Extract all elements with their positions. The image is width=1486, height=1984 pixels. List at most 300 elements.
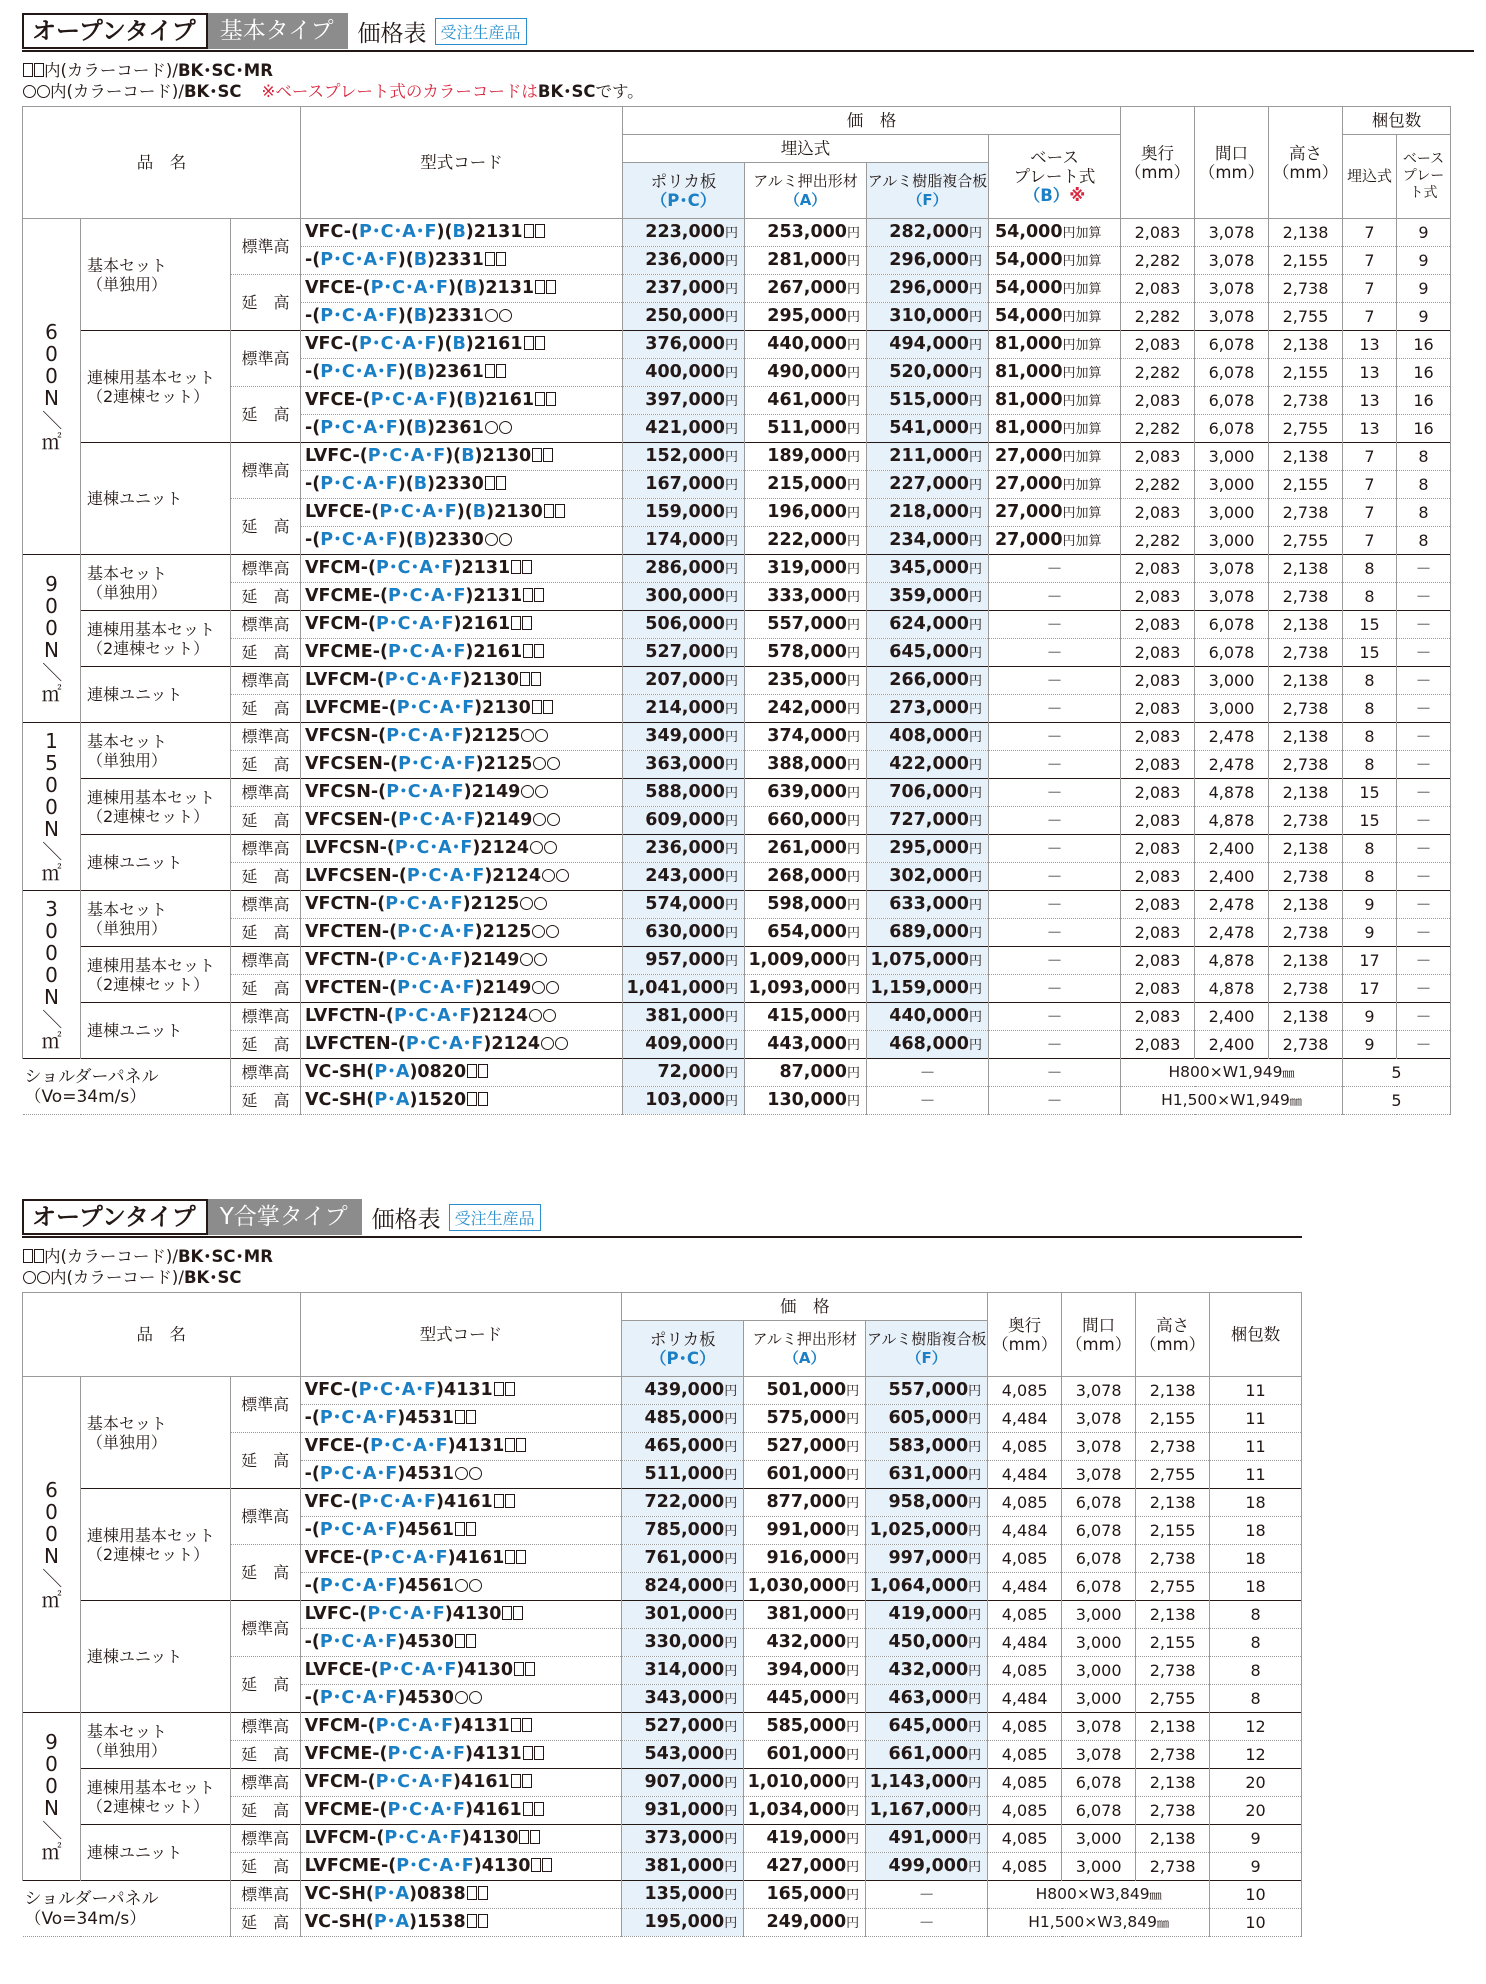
table-row [23, 1489, 1302, 1517]
header-pack: 梱包数 [1343, 107, 1451, 135]
height-type: 標準高 [231, 1003, 301, 1031]
price-poly: 195,000円 [622, 1909, 744, 1937]
square-mark-icon [522, 616, 532, 630]
price-alu: 601,000円 [744, 1741, 866, 1769]
price-poly: 543,000円 [622, 1741, 744, 1769]
pack-embed: 7 [1343, 275, 1397, 303]
height-type: 延 高 [230, 1853, 300, 1881]
model-code-text: VFCTN-(P･C･A･F)2125 [305, 894, 520, 914]
price-poly: 152,000円 [623, 443, 745, 471]
price-base: 81,000円加算 [989, 415, 1121, 443]
square-mark-icon [466, 1522, 476, 1536]
depth: 2,083 [1121, 807, 1195, 835]
price-poly: 363,000円 [623, 751, 745, 779]
square-mark-icon [467, 1092, 477, 1106]
price-resin: 234,000円 [867, 527, 989, 555]
price-poly: 214,000円 [623, 695, 745, 723]
price-poly: 609,000円 [623, 807, 745, 835]
height-type: 延 高 [231, 807, 301, 835]
width: 3,078 [1195, 275, 1269, 303]
model-code-text: LVFCSN-(P･C･A･F)2124 [305, 838, 530, 858]
price-alu: 639,000円 [745, 779, 867, 807]
model-code [301, 359, 623, 387]
price-base: － [989, 919, 1121, 947]
height: 2,738 [1136, 1433, 1210, 1461]
price-alu: 388,000円 [745, 751, 867, 779]
price-poly: 103,000円 [623, 1087, 745, 1115]
square-mark-icon [467, 1064, 477, 1078]
pack-count: 20 [1210, 1797, 1302, 1825]
header-pack-base: ベースプレート式 [1397, 135, 1451, 219]
header-alu: アルミ押出形材 （A） [745, 163, 867, 219]
header-name: 品 名 [23, 1293, 301, 1377]
load-label: 3 0 0 0 N ／ ㎡ [23, 891, 81, 1059]
depth: 2,083 [1121, 667, 1195, 695]
pack-embed: 9 [1343, 891, 1397, 919]
pack-base: － [1397, 723, 1451, 751]
pack-embed: 8 [1343, 863, 1397, 891]
price-alu: 490,000円 [745, 359, 867, 387]
circle-mark-icon [546, 925, 559, 938]
height: 2,738 [1269, 387, 1343, 415]
pack-base: － [1397, 555, 1451, 583]
price-base: － [989, 751, 1121, 779]
width: 3,000 [1062, 1685, 1136, 1713]
model-code [300, 1601, 622, 1629]
header-poly: ポリカ板 （P･C） [622, 1321, 744, 1377]
price-resin: 624,000円 [867, 611, 989, 639]
pack-embed: 15 [1343, 611, 1397, 639]
model-code-text: -(P･C･A･F)4561 [304, 1576, 454, 1596]
pack-base: － [1397, 611, 1451, 639]
square-mark-icon [534, 1746, 544, 1760]
price-alu: 87,000円 [745, 1059, 867, 1087]
pack-count: 11 [1210, 1405, 1302, 1433]
circle-mark-icon [520, 897, 533, 910]
square-mark-icon [511, 560, 521, 574]
model-code-text: LVFCE-(P･C･A･F)4130 [304, 1660, 514, 1680]
model-code-text: VC-SH(P･A)0820 [305, 1062, 467, 1082]
circle-mark-icon [499, 309, 512, 322]
price-resin: 515,000円 [867, 387, 989, 415]
pack-embed: 7 [1343, 499, 1397, 527]
price-resin: 631,000円 [866, 1461, 988, 1489]
width: 2,478 [1195, 919, 1269, 947]
price-alu: 461,000円 [745, 387, 867, 415]
price-poly: 957,000円 [623, 947, 745, 975]
width: 3,000 [1062, 1825, 1136, 1853]
header-pack: 梱包数 [1210, 1293, 1302, 1377]
price-alu: 598,000円 [745, 891, 867, 919]
model-code-text: VFCTEN-(P･C･A･F)2125 [305, 922, 532, 942]
height-type: 標準高 [231, 779, 301, 807]
height-type: 延 高 [231, 1031, 301, 1059]
square-mark-icon [534, 1802, 544, 1816]
height-type: 標準高 [231, 835, 301, 863]
price-alu: 374,000円 [745, 723, 867, 751]
price-alu: 415,000円 [745, 1003, 867, 1031]
model-code-text: VFCE-(P･C･A･F)4161 [304, 1548, 505, 1568]
model-code [301, 639, 623, 667]
price-poly: 237,000円 [623, 275, 745, 303]
circle-mark-icon [543, 1009, 556, 1022]
depth: 4,484 [988, 1685, 1062, 1713]
height-type: 延 高 [231, 275, 301, 331]
depth: 2,083 [1121, 835, 1195, 863]
square-mark-icon [534, 644, 544, 658]
price-alu: 242,000円 [745, 695, 867, 723]
note-warning: ※ベースプレート式のカラーコードは [261, 82, 538, 101]
price-resin: 1,064,000円 [866, 1573, 988, 1601]
width: 2,478 [1195, 891, 1269, 919]
title-price: 価格表 [371, 1206, 441, 1233]
price-base: － [989, 555, 1121, 583]
height: 2,138 [1269, 331, 1343, 359]
circle-mark-icon [544, 841, 557, 854]
model-code [301, 387, 623, 415]
square-mark-icon [522, 1774, 532, 1788]
height: 2,738 [1269, 975, 1343, 1003]
model-code-text: VFC-(P･C･A･F)(B)2131 [305, 222, 523, 242]
square-mark-icon [534, 588, 544, 602]
circle-mark-icon [547, 757, 560, 770]
note-text: です。 [595, 82, 644, 101]
pack-base: － [1397, 919, 1451, 947]
model-code [300, 1741, 622, 1769]
price-base: － [989, 1087, 1121, 1115]
model-code [301, 1087, 623, 1115]
height-type: 延 高 [230, 1909, 300, 1937]
width: 3,000 [1062, 1853, 1136, 1881]
price-base: 54,000円加算 [989, 219, 1121, 247]
price-resin: 494,000円 [867, 331, 989, 359]
width: 6,078 [1062, 1545, 1136, 1573]
square-mark-icon [34, 1249, 44, 1263]
width: 3,078 [1195, 303, 1269, 331]
depth: 2,083 [1121, 275, 1195, 303]
square-mark-icon [546, 392, 556, 406]
circle-mark-icon [542, 869, 555, 882]
model-code [301, 807, 623, 835]
price-alu: 419,000円 [744, 1825, 866, 1853]
price-base: － [989, 779, 1121, 807]
header-price: 価 格 [623, 107, 1121, 135]
pack-embed: 13 [1343, 359, 1397, 387]
price-alu: 249,000円 [744, 1909, 866, 1937]
height: 2,138 [1269, 947, 1343, 975]
depth: 2,282 [1121, 527, 1195, 555]
price-resin: 432,000円 [866, 1657, 988, 1685]
model-code [301, 247, 623, 275]
product-category: 連棟用基本セット （2連棟セット） [81, 331, 231, 443]
pack-embed: 9 [1343, 919, 1397, 947]
pack-base: － [1397, 667, 1451, 695]
square-mark-icon [485, 364, 495, 378]
price-poly: 300,000円 [623, 583, 745, 611]
width: 3,078 [1062, 1713, 1136, 1741]
height: 2,138 [1269, 779, 1343, 807]
model-code-text: -(P･C･A･F)4531 [304, 1408, 454, 1428]
price-alu: 394,000円 [744, 1657, 866, 1685]
table-row [23, 891, 1451, 919]
pack-base: － [1397, 583, 1451, 611]
depth: 4,085 [988, 1377, 1062, 1405]
price-poly: 506,000円 [623, 611, 745, 639]
pack-embed: 15 [1343, 639, 1397, 667]
pack-embed: 7 [1343, 471, 1397, 499]
model-code-text: -(P･C･A･F)(B)2331 [305, 306, 484, 326]
price-resin: 499,000円 [866, 1853, 988, 1881]
made-to-order-badge: 受注生産品 [435, 18, 527, 45]
price-base: 54,000円加算 [989, 247, 1121, 275]
price-alu: 445,000円 [744, 1685, 866, 1713]
product-category: 連棟用基本セット （2連棟セット） [80, 1769, 230, 1825]
height: 2,738 [1136, 1853, 1210, 1881]
header-width: 間口 （mm） [1195, 107, 1269, 219]
price-base: － [989, 975, 1121, 1003]
model-code-text: VFCM-(P･C･A･F)2161 [305, 614, 511, 634]
price-resin: 408,000円 [867, 723, 989, 751]
product-category: 連棟ユニット [81, 835, 231, 891]
height-type: 延 高 [231, 975, 301, 1003]
model-code [301, 1031, 623, 1059]
price-alu: 295,000円 [745, 303, 867, 331]
header-alu: アルミ押出形材 （A） [744, 1321, 866, 1377]
width: 3,000 [1195, 695, 1269, 723]
model-code-text: LVFCME-(P･C･A･F)2130 [305, 698, 531, 718]
square-mark-icon [505, 1382, 515, 1396]
model-code [300, 1685, 622, 1713]
depth: 2,083 [1121, 219, 1195, 247]
price-poly: 400,000円 [623, 359, 745, 387]
circle-mark-icon [546, 981, 559, 994]
pack-base: 8 [1397, 499, 1451, 527]
height: 2,138 [1269, 667, 1343, 695]
header-width: 間口 （mm） [1062, 1293, 1136, 1377]
price-alu: 527,000円 [744, 1433, 866, 1461]
pack-count: 18 [1210, 1545, 1302, 1573]
table-row [23, 555, 1451, 583]
pack-embed: 8 [1343, 751, 1397, 779]
depth: 4,085 [988, 1433, 1062, 1461]
table-row [23, 779, 1451, 807]
price-resin: 645,000円 [866, 1713, 988, 1741]
model-code [301, 723, 623, 751]
price-resin: 727,000円 [867, 807, 989, 835]
depth: 2,282 [1121, 247, 1195, 275]
model-code [300, 1713, 622, 1741]
depth: 4,085 [988, 1601, 1062, 1629]
depth: 4,085 [988, 1713, 1062, 1741]
circle-mark-icon [532, 925, 545, 938]
table-row [23, 695, 1451, 723]
model-code-text: -(P･C･A･F)(B)2330 [305, 474, 484, 494]
pack-count: 12 [1210, 1713, 1302, 1741]
table-row [23, 975, 1451, 1003]
height: 2,138 [1136, 1489, 1210, 1517]
height-type: 標準高 [230, 1489, 300, 1545]
pack-count: 11 [1210, 1433, 1302, 1461]
height: 2,138 [1269, 555, 1343, 583]
price-alu: 215,000円 [745, 471, 867, 499]
product-category: 基本セット （単独用） [81, 891, 231, 947]
price-resin: 661,000円 [866, 1741, 988, 1769]
square-mark-icon [23, 63, 33, 77]
price-alu: 654,000円 [745, 919, 867, 947]
price-poly: 421,000円 [623, 415, 745, 443]
width: 3,000 [1062, 1601, 1136, 1629]
height: 2,138 [1269, 835, 1343, 863]
pack-base: － [1397, 695, 1451, 723]
height-type: 延 高 [231, 863, 301, 891]
model-code-text: VC-SH(P･A)1538 [304, 1912, 466, 1932]
table-row [23, 1059, 1451, 1087]
circle-mark-icon [485, 421, 498, 434]
square-mark-icon [485, 476, 495, 490]
price-resin: 605,000円 [866, 1405, 988, 1433]
circle-mark-icon [37, 1271, 50, 1284]
depth: 2,083 [1121, 583, 1195, 611]
circle-mark-icon [469, 1691, 482, 1704]
model-code [300, 1545, 622, 1573]
price-alu: 189,000円 [745, 443, 867, 471]
height-type: 延 高 [230, 1741, 300, 1769]
price-resin: 227,000円 [867, 471, 989, 499]
product-category: 連棟用基本セット （2連棟セット） [81, 947, 231, 1003]
pack-embed: 8 [1343, 835, 1397, 863]
square-mark-icon [494, 1382, 504, 1396]
model-code-text: VFCSN-(P･C･A･F)2149 [305, 782, 521, 802]
pack-embed: 9 [1343, 1031, 1397, 1059]
square-mark-icon [478, 1064, 488, 1078]
price-poly: 174,000円 [623, 527, 745, 555]
model-code-text: -(P･C･A･F)4530 [304, 1688, 454, 1708]
height: 2,155 [1269, 471, 1343, 499]
header-code: 型式コード [300, 1293, 622, 1377]
height-type: 延 高 [230, 1657, 300, 1713]
height-type: 標準高 [231, 723, 301, 751]
price-base: 27,000円加算 [989, 443, 1121, 471]
model-code-text: -(P･C･A･F)(B)2361 [305, 418, 484, 438]
price-poly: 301,000円 [622, 1601, 744, 1629]
product-category: 基本セット （単独用） [81, 219, 231, 331]
circle-mark-icon [469, 1467, 482, 1480]
price-alu: 660,000円 [745, 807, 867, 835]
height: 2,138 [1269, 219, 1343, 247]
table-row [23, 499, 1451, 527]
circle-mark-icon [533, 813, 546, 826]
price-base: 54,000円加算 [989, 275, 1121, 303]
product-category: 連棟ユニット [80, 1825, 230, 1881]
width: 6,078 [1195, 387, 1269, 415]
square-mark-icon [516, 1438, 526, 1452]
width: 3,078 [1062, 1405, 1136, 1433]
model-code-text: VFCM-(P･C･A･F)2131 [305, 558, 511, 578]
price-poly: 824,000円 [622, 1573, 744, 1601]
table-row [23, 947, 1451, 975]
model-code [301, 1003, 623, 1031]
depth: 4,484 [988, 1405, 1062, 1433]
pack-count: 9 [1210, 1853, 1302, 1881]
square-mark-icon [514, 1662, 524, 1676]
price-base: 27,000円加算 [989, 471, 1121, 499]
circle-mark-icon [535, 729, 548, 742]
pack-base: 9 [1397, 275, 1451, 303]
note-text: 内(カラーコード)/ [50, 1268, 184, 1287]
price-resin: － [866, 1881, 988, 1909]
circle-mark-icon [529, 1009, 542, 1022]
depth: 2,282 [1121, 415, 1195, 443]
circle-mark-icon [485, 533, 498, 546]
width: 3,078 [1195, 555, 1269, 583]
circle-mark-icon [532, 981, 545, 994]
width: 3,000 [1195, 527, 1269, 555]
model-code [301, 975, 623, 1003]
model-code-text: VFCE-(P･C･A･F)4131 [304, 1436, 505, 1456]
model-code [300, 1769, 622, 1797]
load-label: 1 5 0 0 N ／ ㎡ [23, 723, 81, 891]
price-resin: 450,000円 [866, 1629, 988, 1657]
height: 2,738 [1136, 1657, 1210, 1685]
model-code [301, 1059, 623, 1087]
price-base: 81,000円加算 [989, 387, 1121, 415]
dimensions: H1,500×W1,949㎜ [1121, 1087, 1343, 1115]
height-type: 延 高 [231, 751, 301, 779]
depth: 2,083 [1121, 891, 1195, 919]
title-price: 価格表 [357, 20, 427, 47]
price-table [22, 1292, 1302, 1937]
model-code-text: VC-SH(P･A)0838 [304, 1884, 466, 1904]
width: 3,078 [1195, 247, 1269, 275]
header-price: 価 格 [622, 1293, 988, 1321]
circle-mark-icon [556, 869, 569, 882]
price-alu: 443,000円 [745, 1031, 867, 1059]
shoulder-panel-label: ショルダーパネル （Vo=34m/s） [23, 1881, 231, 1937]
model-code-text: LVFCM-(P･C･A･F)2130 [305, 670, 519, 690]
model-code-text: VFC-(P･C･A･F)4161 [304, 1492, 493, 1512]
price-poly: 349,000円 [623, 723, 745, 751]
square-mark-icon [523, 1802, 533, 1816]
price-resin: 468,000円 [867, 1031, 989, 1059]
price-poly: 381,000円 [622, 1853, 744, 1881]
table-row [23, 919, 1451, 947]
depth: 2,083 [1121, 863, 1195, 891]
note-text: 内(カラーコード)/ [44, 1247, 178, 1266]
width: 6,078 [1195, 359, 1269, 387]
model-code [300, 1489, 622, 1517]
price-poly: 159,000円 [623, 499, 745, 527]
pack-embed: 8 [1343, 695, 1397, 723]
price-resin: 440,000円 [867, 1003, 989, 1031]
model-code-text: VFCME-(P･C･A･F)2161 [305, 642, 523, 662]
price-alu: 427,000円 [744, 1853, 866, 1881]
note-code: BK･SC [183, 82, 242, 101]
price-alu: 432,000円 [744, 1629, 866, 1657]
depth: 2,282 [1121, 359, 1195, 387]
model-code [300, 1377, 622, 1405]
height-type: 標準高 [231, 947, 301, 975]
height: 2,755 [1269, 415, 1343, 443]
price-resin: 302,000円 [867, 863, 989, 891]
table-row [23, 1713, 1302, 1741]
pack-embed: 8 [1343, 723, 1397, 751]
width: 3,078 [1195, 219, 1269, 247]
model-code-text: VFCSEN-(P･C･A･F)2149 [305, 810, 533, 830]
width: 3,000 [1195, 443, 1269, 471]
height-type: 延 高 [230, 1433, 300, 1489]
price-poly: 286,000円 [623, 555, 745, 583]
circle-mark-icon [541, 1037, 554, 1050]
